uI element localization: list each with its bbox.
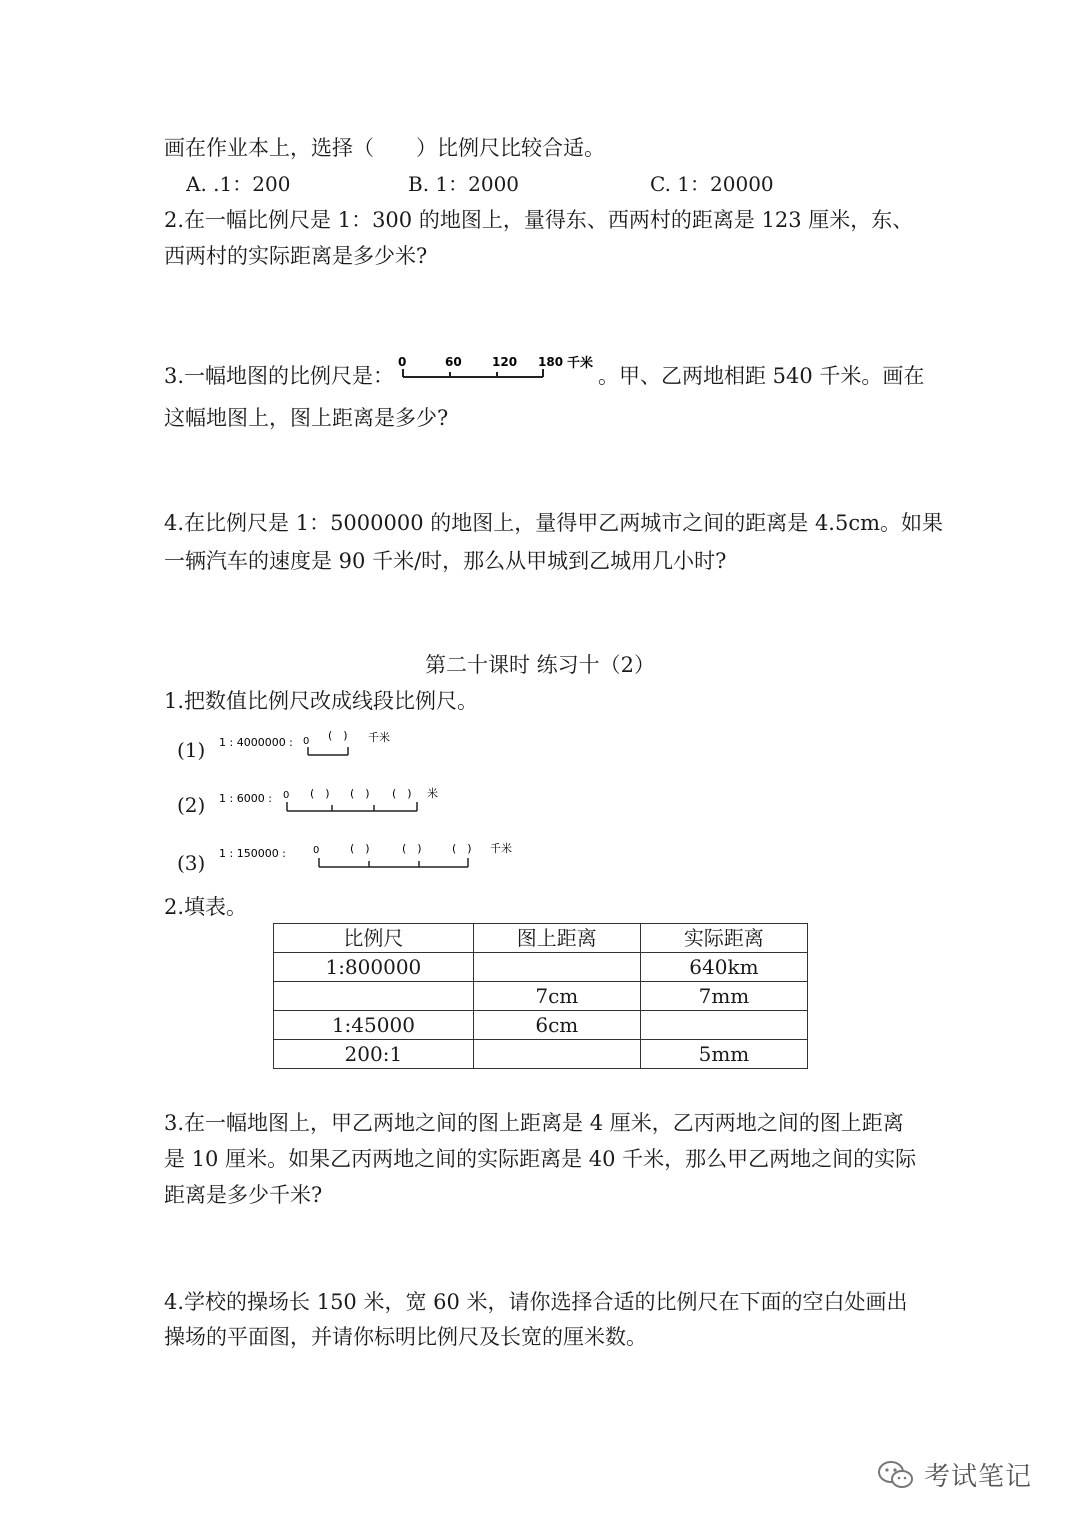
s1-item-2-blank-3: ( )	[392, 787, 412, 800]
table-header-row	[274, 924, 808, 953]
table-cell: 7cm	[473, 982, 640, 1011]
q3-scale-label-120: 120	[492, 355, 518, 369]
q1-option-a: A. .1：200	[186, 172, 291, 196]
fill-table	[273, 923, 808, 1069]
s1-item-1-zero: 0	[303, 736, 310, 747]
q3-suffix: 。甲、乙两地相距 540 千米。画在	[598, 364, 925, 388]
q3-scale-label-180: 180	[538, 355, 564, 369]
s2-title: 2.填表。	[164, 895, 248, 919]
q3-scale-label-0: 0	[398, 355, 407, 369]
wechat-icon	[876, 1459, 916, 1491]
q2-line-1: 2.在一幅比例尺是 1：300 的地图上，量得东、西两村的距离是 123 厘米，东、	[164, 208, 914, 232]
table-row	[274, 982, 808, 1011]
q3-prefix: 3.一幅地图的比例尺是：	[164, 364, 395, 388]
s1-item-2-scale	[216, 784, 456, 818]
q1-option-b: B. 1：2000	[408, 172, 520, 196]
table-cell	[473, 953, 640, 982]
s1-item-3-zero: 0	[313, 845, 320, 856]
s1-item-3-scale	[216, 838, 526, 874]
table-cell: 1:800000	[274, 953, 474, 982]
q3-scale-label-60: 60	[445, 355, 462, 369]
q3-line-scale	[396, 352, 602, 386]
table-row	[274, 1040, 808, 1069]
s1-item-3-number: (3)	[177, 851, 206, 875]
s1-item-2-number: (2)	[177, 793, 206, 817]
q4-line-2: 一辆汽车的速度是 90 千米/时，那么从甲城到乙城用几小时?	[164, 549, 727, 573]
table-cell: 5mm	[640, 1040, 807, 1069]
table-cell	[640, 1011, 807, 1040]
s1-item-3-blank-1: ( )	[350, 842, 370, 855]
s3-line-1: 3.在一幅地图上，甲乙两地之间的图上距离是 4 厘米，乙丙两地之间的图上距离	[164, 1111, 904, 1135]
watermark-text: 考试笔记	[924, 1462, 1033, 1492]
section-title: 第二十课时 练习十（2）	[424, 653, 656, 677]
s1-item-3-blank-3: ( )	[452, 842, 472, 855]
table-cell	[473, 1040, 640, 1069]
table-cell: 200:1	[274, 1040, 474, 1069]
s1-item-1-number: (1)	[177, 738, 206, 762]
table-row	[274, 953, 808, 982]
q2-line-2: 西两村的实际距离是多少米?	[164, 244, 428, 268]
q1-option-c: C. 1：20000	[650, 172, 774, 196]
table-row	[274, 1011, 808, 1040]
q4-line-1: 4.在比例尺是 1：5000000 的地图上，量得甲乙两城市之间的距离是 4.5cm。如果	[164, 511, 944, 535]
q1-continuation: 画在作业本上，选择（ ）比例尺比较合适。	[164, 136, 605, 160]
table-header-cell: 比例尺	[274, 924, 474, 953]
s1-item-1-ratio: 1 : 4000000 :	[219, 736, 293, 749]
s1-item-1-unit: 千米	[368, 731, 390, 744]
s1-item-3-unit: 千米	[490, 842, 512, 855]
s4-line-1: 4.学校的操场长 150 米，宽 60 米，请你选择合适的比例尺在下面的空白处画出	[164, 1290, 908, 1314]
s1-title: 1.把数值比例尺改成线段比例尺。	[164, 689, 479, 713]
q3-line-2: 这幅地图上，图上距离是多少?	[164, 406, 449, 430]
table-header-cell: 图上距离	[473, 924, 640, 953]
table-cell	[274, 982, 474, 1011]
table-header-cell: 实际距离	[640, 924, 807, 953]
s1-item-2-blank-2: ( )	[350, 787, 370, 800]
watermark	[876, 1456, 1032, 1493]
s4-line-2: 操场的平面图，并请你标明比例尺及长宽的厘米数。	[164, 1325, 647, 1349]
table-cell: 640km	[640, 953, 807, 982]
s1-item-2-ratio: 1 : 6000 :	[219, 792, 272, 805]
s1-item-3-ratio: 1 : 150000 :	[219, 847, 286, 860]
s1-item-2-blank-1: ( )	[310, 787, 330, 800]
table-cell: 6cm	[473, 1011, 640, 1040]
s1-item-1-scale	[216, 728, 406, 760]
s1-item-3-blank-2: ( )	[402, 842, 422, 855]
s3-line-3: 距离是多少千米?	[164, 1183, 323, 1207]
s1-item-1-blank: ( )	[328, 729, 348, 742]
q3-scale-unit: 千米	[567, 356, 594, 371]
s3-line-2: 是 10 厘米。如果乙丙两地之间的实际距离是 40 千米，那么甲乙两地之间的实际	[164, 1147, 917, 1171]
s1-item-2-zero: 0	[283, 790, 290, 801]
s1-item-2-unit: 米	[427, 787, 438, 800]
table-cell: 7mm	[640, 982, 807, 1011]
table-cell: 1:45000	[274, 1011, 474, 1040]
